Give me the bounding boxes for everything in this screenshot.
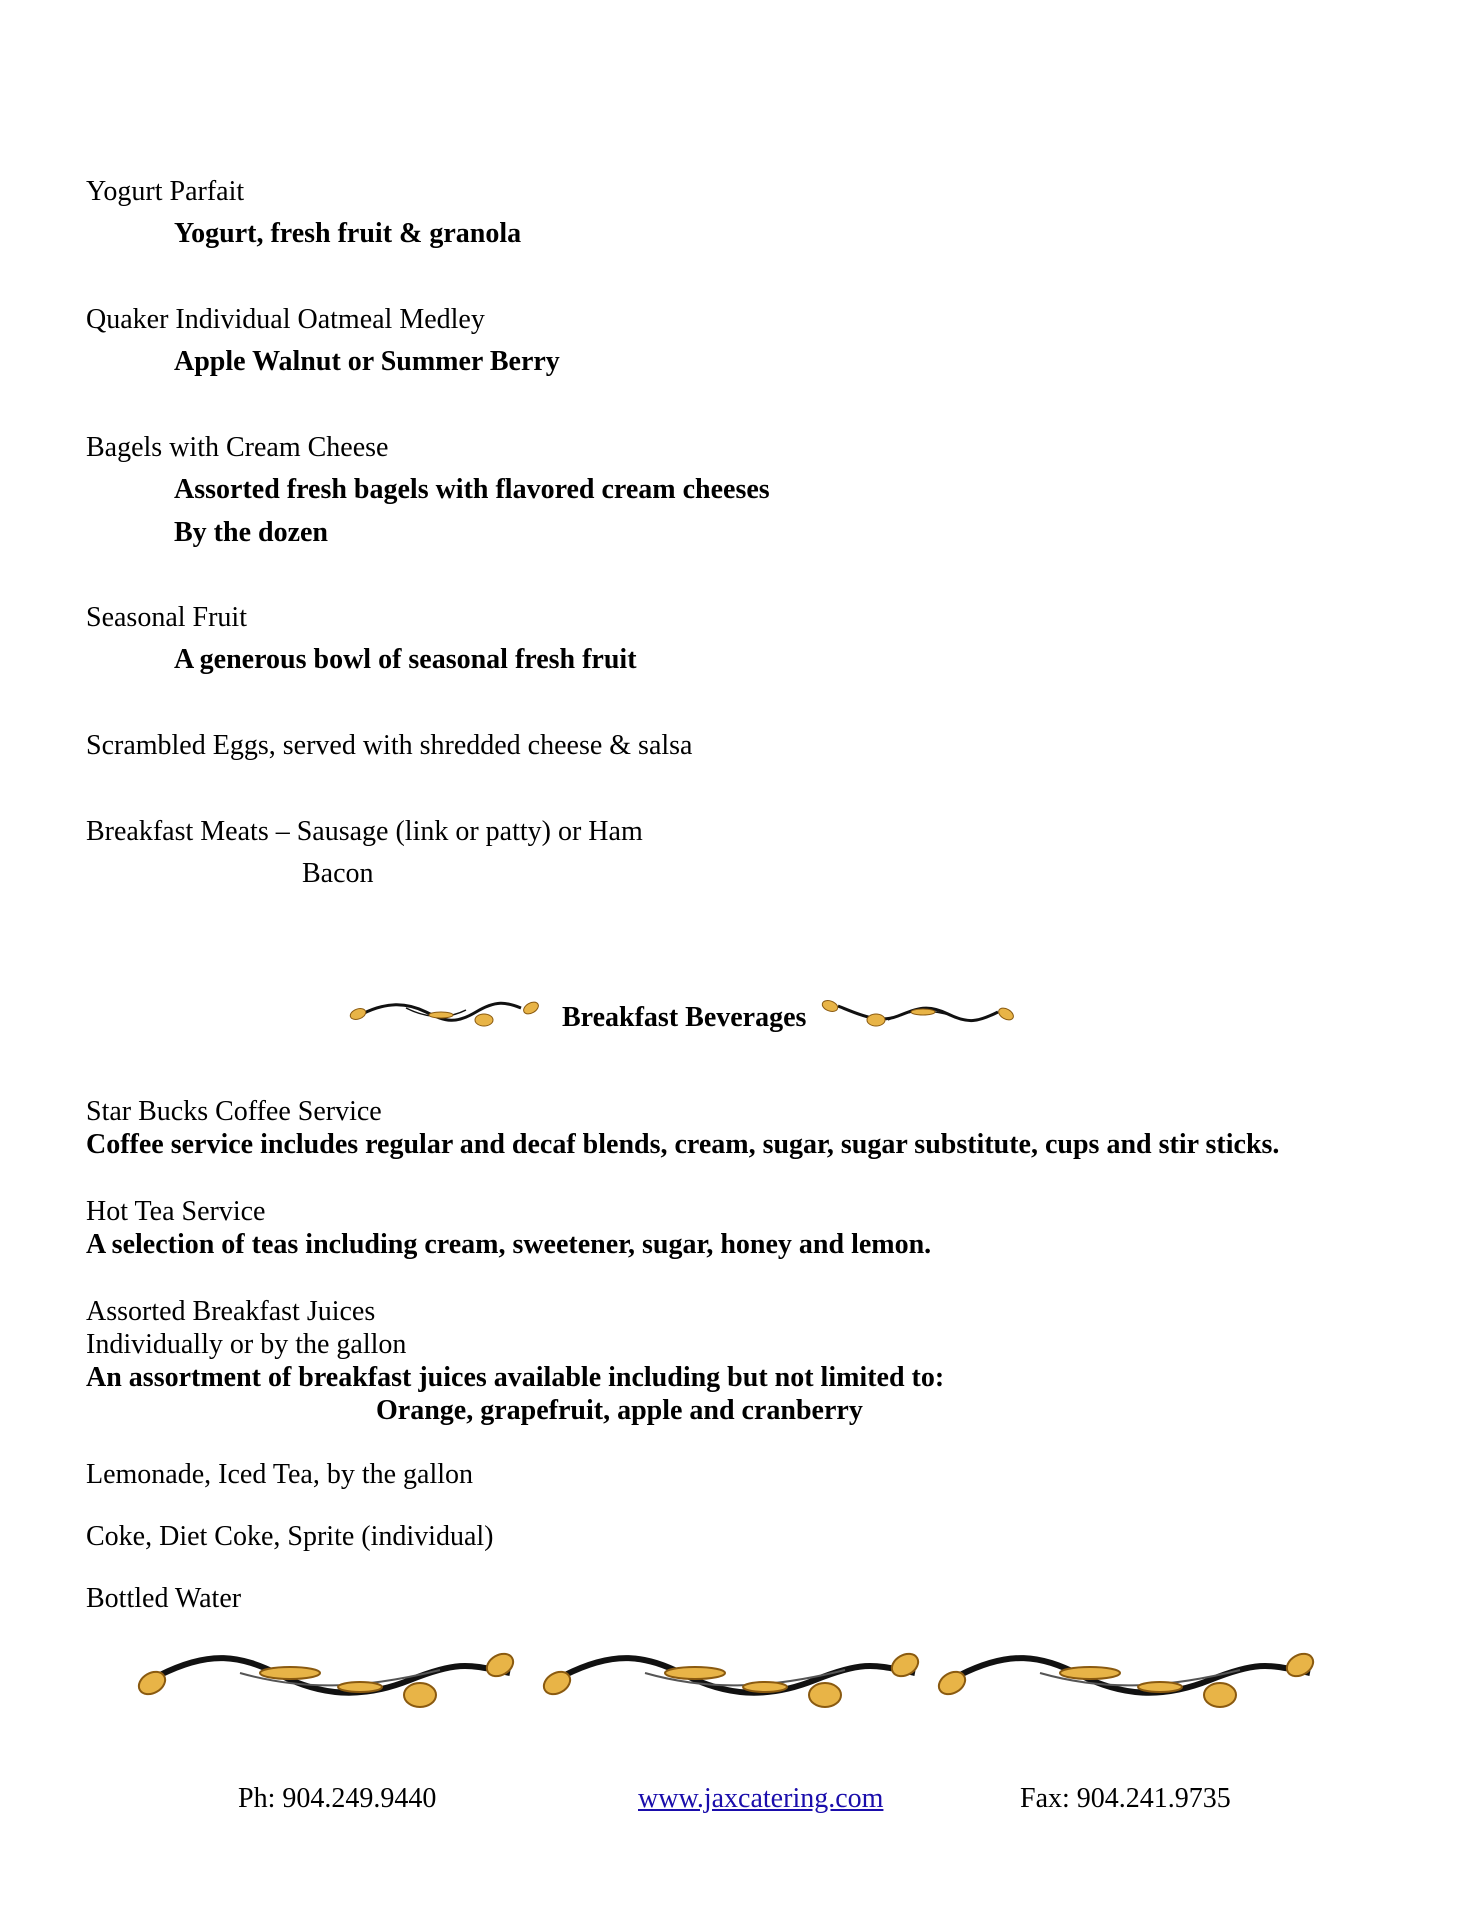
item-meats-extra: Bacon xyxy=(302,858,374,889)
item-bagels-desc2: By the dozen xyxy=(174,517,328,548)
bev-coffee-name: Star Bucks Coffee Service xyxy=(86,1096,382,1127)
bev-water-name: Bottled Water xyxy=(86,1583,242,1614)
vine-ornament-left-icon xyxy=(346,994,546,1034)
item-fruit-desc: A generous bowl of seasonal fresh fruit xyxy=(174,644,637,675)
item-yogurt-parfait-name: Yogurt Parfait xyxy=(86,176,245,207)
item-oatmeal-desc: Apple Walnut or Summer Berry xyxy=(174,346,560,377)
vine-divider-icon xyxy=(130,1635,1340,1725)
website-link[interactable]: www.jaxcatering.com xyxy=(638,1783,884,1814)
bev-tea-desc: A selection of teas including cream, sweetener, sugar, honey and lemon. xyxy=(86,1229,932,1260)
item-fruit-name: Seasonal Fruit xyxy=(86,602,247,633)
bev-juices-desc2: Orange, grapefruit, apple and cranberry xyxy=(376,1395,863,1426)
item-bagels-name: Bagels with Cream Cheese xyxy=(86,432,389,463)
bev-lemonade-name: Lemonade, Iced Tea, by the gallon xyxy=(86,1459,474,1490)
item-yogurt-parfait-desc: Yogurt, fresh fruit & granola xyxy=(174,218,522,249)
vine-segment-1 xyxy=(135,1649,517,1707)
bev-juices-name: Assorted Breakfast Juices xyxy=(86,1296,376,1327)
vine-segment-3 xyxy=(935,1649,1317,1707)
item-oatmeal-name: Quaker Individual Oatmeal Medley xyxy=(86,304,485,335)
vine-segment-2 xyxy=(540,1649,922,1707)
bev-juices-desc: An assortment of breakfast juices available including but not limited to: xyxy=(86,1362,945,1393)
item-eggs-name: Scrambled Eggs, served with shredded cheese & salsa xyxy=(86,730,693,761)
footer-website xyxy=(638,1782,883,1816)
beverages-heading xyxy=(0,990,1484,1050)
item-meats-name: Breakfast Meats – Sausage (link or patty) or Ham xyxy=(86,816,643,847)
vine-ornament-right-icon xyxy=(818,994,1018,1034)
bev-tea-name: Hot Tea Service xyxy=(86,1196,266,1227)
footer-phone: Ph: 904.249.9440 xyxy=(238,1783,437,1814)
bev-juices-sub: Individually or by the gallon xyxy=(86,1329,407,1360)
bev-coffee-desc: Coffee service includes regular and decaf blends, cream, sugar, sugar substitute, cups and stir sticks. xyxy=(86,1129,1280,1160)
item-bagels-desc: Assorted fresh bagels with flavored cream cheeses xyxy=(174,474,770,505)
footer-fax: Fax: 904.241.9735 xyxy=(1020,1783,1231,1814)
beverages-title: Breakfast Beverages xyxy=(562,1002,807,1033)
bev-soda-name: Coke, Diet Coke, Sprite (individual) xyxy=(86,1521,494,1552)
